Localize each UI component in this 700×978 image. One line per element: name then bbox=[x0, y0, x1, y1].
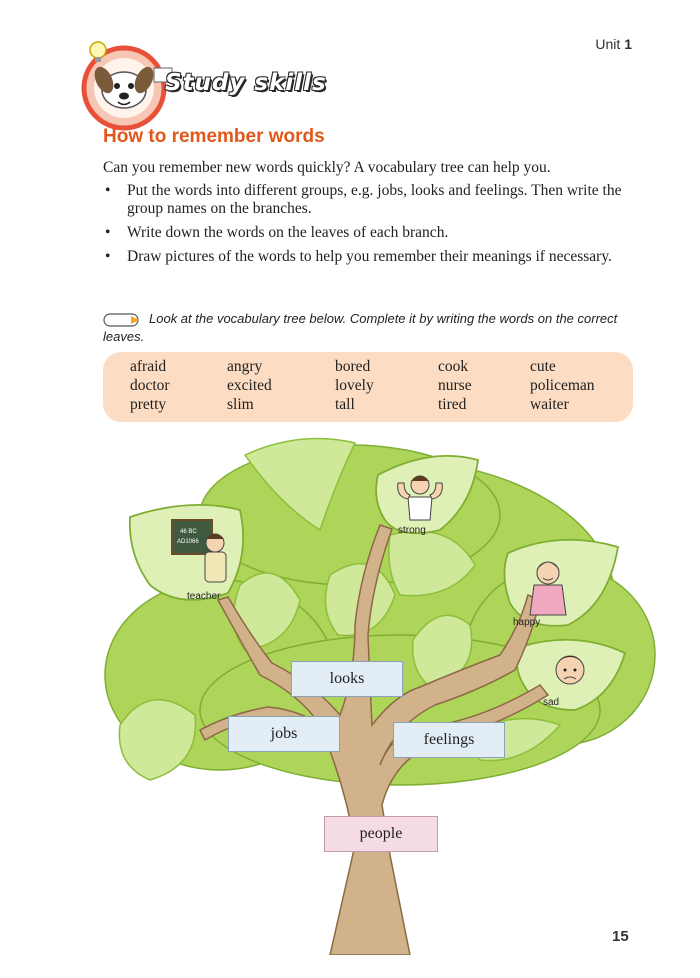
page-number: 15 bbox=[612, 928, 629, 945]
tip-item: • Put the words into different groups, e.g. jobs, looks and feelings. Then write the group names on the branches. bbox=[103, 182, 623, 218]
leaf-label-strong: strong bbox=[398, 525, 426, 536]
unit-label bbox=[595, 36, 632, 52]
word-bank-item: pretty bbox=[130, 396, 167, 413]
word-bank-item: afraid bbox=[130, 358, 167, 375]
chalkboard-line-1: 46 BC bbox=[180, 529, 197, 535]
word-bank-item: slim bbox=[227, 396, 254, 413]
tip-item: • Write down the words on the leaves of each branch. bbox=[103, 224, 623, 242]
section-title: Study skills bbox=[165, 70, 327, 96]
chalkboard-line-2: AD1066 bbox=[177, 539, 199, 545]
branch-label-feelings: feelings bbox=[393, 722, 505, 758]
sad-picture bbox=[556, 656, 584, 684]
leaf-label-sad: sad bbox=[543, 697, 560, 708]
word-bank-item: lovely bbox=[335, 377, 374, 394]
tip-item: • Draw pictures of the words to help you remember their meanings if necessary. bbox=[103, 248, 623, 266]
word-bank-item: tired bbox=[438, 396, 467, 413]
word-bank-item: angry bbox=[227, 358, 263, 375]
word-bank-item: waiter bbox=[530, 396, 569, 413]
word-bank-item: bored bbox=[335, 358, 371, 375]
exercise-marker-icon bbox=[103, 312, 143, 328]
leaf-label-teacher: teacher bbox=[187, 591, 221, 602]
leaf bbox=[119, 700, 195, 780]
word-bank bbox=[103, 352, 633, 422]
unit-number: 1 bbox=[624, 36, 632, 52]
word-bank-item: cute bbox=[530, 358, 556, 375]
word-bank-item: excited bbox=[227, 377, 272, 394]
exercise-instruction bbox=[103, 310, 628, 346]
word-bank-item: policeman bbox=[530, 377, 595, 394]
word-bank-item: nurse bbox=[438, 377, 472, 394]
word-bank-item: cook bbox=[438, 358, 469, 375]
branch-label-people: people bbox=[324, 816, 438, 852]
dog-mascot-icon bbox=[74, 34, 174, 134]
word-bank-item: tall bbox=[335, 396, 355, 413]
branch-label-jobs: jobs bbox=[228, 716, 340, 752]
instruction-text: Look at the vocabulary tree below. Complete it by writing the words on the correct leaves. bbox=[103, 311, 618, 344]
vocabulary-tree bbox=[0, 425, 700, 955]
branch-label-looks: looks bbox=[291, 661, 403, 697]
unit-word: Unit bbox=[595, 36, 621, 52]
tips-list bbox=[103, 182, 623, 272]
leaf-label-happy: happy bbox=[513, 617, 541, 628]
word-bank-item: doctor bbox=[130, 377, 170, 394]
lesson-subtitle: How to remember words bbox=[103, 126, 325, 147]
intro-text: Can you remember new words quickly? A vocabulary tree can help you. bbox=[103, 159, 551, 176]
